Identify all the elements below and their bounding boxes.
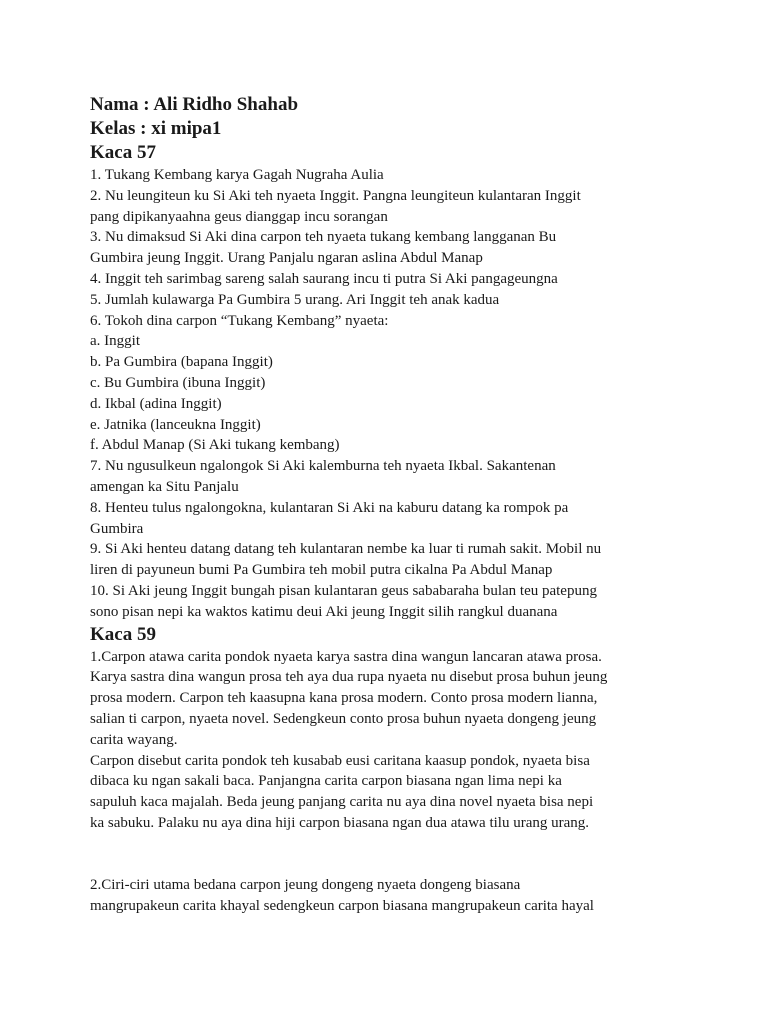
text-line: 6. Tokoh dina carpon “Tukang Kembang” nyaeta:: [90, 312, 389, 329]
text-line: 1. Tukang Kembang karya Gagah Nugraha Aulia: [90, 167, 384, 183]
text-line: pang dipikanyaahna geus dianggap incu sorangan: [90, 208, 388, 225]
section-kaca-57: [90, 165, 690, 623]
section-kaca-59: [90, 647, 690, 917]
text-line: 2.Ciri-ciri utama bedana carpon jeung dongeng nyaeta dongeng biasana: [90, 876, 521, 893]
text-line: 1.Carpon atawa carita pondok nyaeta karya sastra dina wangun lancaran atawa prosa.: [90, 648, 602, 665]
section-heading-kaca-57: Kaca 57: [90, 142, 156, 163]
text-line: sapuluh kaca majalah. Beda jeung panjang carita nu aya dina novel nyaeta bisa nepi: [90, 794, 594, 811]
text-line: Karya sastra dina wangun prosa teh aya dua rupa nyaeta nu disebut prosa buhun jeung: [90, 669, 608, 686]
list-item: c. Bu Gumbira (ibuna Inggit): [90, 374, 266, 391]
list-item: a. Inggit: [90, 333, 140, 350]
text-line: sono pisan nepi ka waktos katimu deui Aki jeung Inggit silih rangkul duanana: [90, 603, 558, 620]
text-line: dibaca ku ngan sakali baca. Panjangna carita carpon biasana ngan lima nepi ka: [90, 773, 562, 790]
list-item: d. Ikbal (adina Inggit): [90, 395, 222, 412]
section-heading-kaca-59: Kaca 59: [90, 623, 156, 645]
text-line: 4. Inggit teh sarimbag sareng salah saurang incu ti putra Si Aki pangageungna: [90, 270, 558, 287]
paragraph-spacer: [90, 834, 690, 875]
text-line: 5. Jumlah kulawarga Pa Gumbira 5 urang. Ari Inggit teh anak kadua: [90, 291, 500, 308]
student-class: Kelas : xi mipa1: [90, 118, 222, 139]
list-item: e. Jatnika (lanceukna Inggit): [90, 416, 261, 433]
text-line: mangrupakeun carita khayal sedengkeun carpon biasana mangrupakeun carita hayal: [90, 897, 594, 914]
text-line: amengan ka Situ Panjalu: [90, 478, 239, 495]
text-line: Gumbira: [90, 520, 144, 537]
text-line: carita wayang.: [90, 731, 178, 748]
list-item: f. Abdul Manap (Si Aki tukang kembang): [90, 437, 340, 454]
student-name: Nama : Ali Ridho Shahab: [90, 94, 299, 115]
text-line: prosa modern. Carpon teh kaasupna kana prosa modern. Conto prosa modern lianna,: [90, 690, 598, 707]
text-line: 9. Si Aki henteu datang datang teh kulantaran nembe ka luar ti rumah sakit. Mobil nu: [90, 541, 602, 558]
text-line: liren di payuneun bumi Pa Gumbira teh mobil putra cikalna Pa Abdul Manap: [90, 562, 553, 579]
text-line: 7. Nu ngusulkeun ngalongok Si Aki kalemburna teh nyaeta Ikbal. Sakantenan: [90, 458, 556, 475]
text-line: ka sabuku. Palaku nu aya dina hiji carpon biasana ngan dua atawa tilu urang urang.: [90, 814, 590, 831]
text-line: 10. Si Aki jeung Inggit bungah pisan kulantaran geus sababaraha bulan teu patepung: [90, 582, 597, 599]
list-item: b. Pa Gumbira (bapana Inggit): [90, 354, 273, 371]
text-line: Carpon disebut carita pondok teh kusabab eusi caritana kaasup pondok, nyaeta bisa: [90, 752, 590, 769]
text-line: 2. Nu leungiteun ku Si Aki teh nyaeta Inggit. Pangna leungiteun kulantaran Inggit: [90, 187, 581, 204]
text-line: salian ti carpon, nyaeta novel. Sedengkeun conto prosa buhun nyaeta dongeng jeung: [90, 710, 597, 727]
text-line: Gumbira jeung Inggit. Urang Panjalu ngaran aslina Abdul Manap: [90, 250, 483, 267]
text-line: 8. Henteu tulus ngalongokna, kulantaran Si Aki na kaburu datang ka rompok pa: [90, 499, 569, 516]
document-page: [90, 93, 690, 916]
text-line: 3. Nu dimaksud Si Aki dina carpon teh nyaeta tukang kembang langganan Bu: [90, 229, 557, 246]
